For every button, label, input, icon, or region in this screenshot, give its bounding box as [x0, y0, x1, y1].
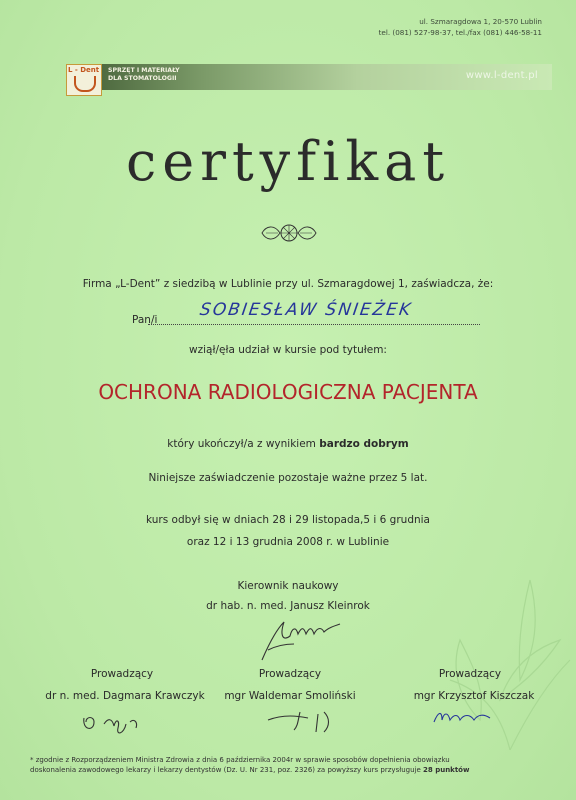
course-title: OCHRONA RADIOLOGICZNA PACJENTA	[98, 380, 478, 404]
instructor-signature	[264, 706, 344, 736]
instructor-label: Prowadzący	[438, 668, 502, 680]
phone-line: tel. (081) 527-98-37, tel./fax (081) 446-58-11	[378, 28, 542, 37]
footer-note	[30, 755, 550, 775]
course-dates-line: kurs odbył się w dniach 28 i 29 listopada,5 i 6 grudnia	[145, 514, 430, 526]
result-value: bardzo dobrym	[319, 438, 409, 450]
instructor-signature	[80, 708, 150, 738]
company-address	[379, 16, 542, 38]
participation-text: wziął/ęła udział w kursie pod tytułem:	[189, 344, 387, 356]
address-line: ul. Szmaragdowa 1, 20-570 Lublin	[419, 17, 542, 26]
intro-text: Firma „L-Dent” z siedzibą w Lublinie przy ul. Szmaragdowej 1, zaświadcza, że:	[82, 278, 494, 290]
supervisor-label: Kierownik naukowy	[237, 580, 339, 592]
instructor-name: mgr Waldemar Smoliński	[224, 690, 356, 702]
supervisor-name: dr hab. n. med. Janusz Kleinrok	[206, 600, 370, 612]
website-url: www.l-dent.pl	[465, 70, 538, 81]
tagline-line: SPRZĘT I MATERIAŁY	[108, 67, 180, 74]
decorative-leaves	[440, 560, 576, 760]
footer-line	[30, 765, 550, 775]
instructor-name: dr n. med. Dagmara Krawczyk	[45, 690, 205, 702]
company-tagline	[108, 67, 180, 83]
certificate-title: certyfikat	[125, 130, 451, 193]
course-dates-line: oraz 12 i 13 grudnia 2008 r. w Lublinie	[186, 536, 390, 548]
validity-text: Niniejsze zaświadczenie pozostaje ważne przez 5 lat.	[148, 472, 428, 484]
cpd-points: 28 punktów	[423, 766, 470, 774]
footer-text: doskonalenia zawodowego lekarzy i lekarzy dentystów (Dz. U. Nr 231, poz. 2326) za powyższy kurs przysługuje	[30, 766, 421, 774]
result-line	[0, 438, 576, 450]
result-prefix: który ukończył/a z wynikiem	[167, 438, 316, 450]
instructor-label: Prowadzący	[258, 668, 322, 680]
footer-line: * zgodnie z Rozporządzeniem Ministra Zdrowia z dnia 6 października 2004r w sprawie sposobów dopełnienia obowiązku	[30, 756, 450, 764]
name-dotted-line	[148, 324, 480, 325]
ornament-icon	[258, 218, 320, 248]
pan-label: Pan/i	[132, 314, 158, 326]
instructor-name: mgr Krzysztof Kiszczak	[413, 690, 535, 702]
tooth-icon	[74, 76, 96, 92]
participant-name: SOBIESŁAW ŚNIEŻEK	[198, 300, 414, 320]
instructor-signature	[430, 706, 500, 728]
tagline-line: DLA STOMATOLOGII	[108, 75, 177, 82]
instructor-label: Prowadzący	[90, 668, 154, 680]
logo-text: L - Dent	[68, 66, 100, 74]
supervisor-signature	[254, 616, 346, 664]
